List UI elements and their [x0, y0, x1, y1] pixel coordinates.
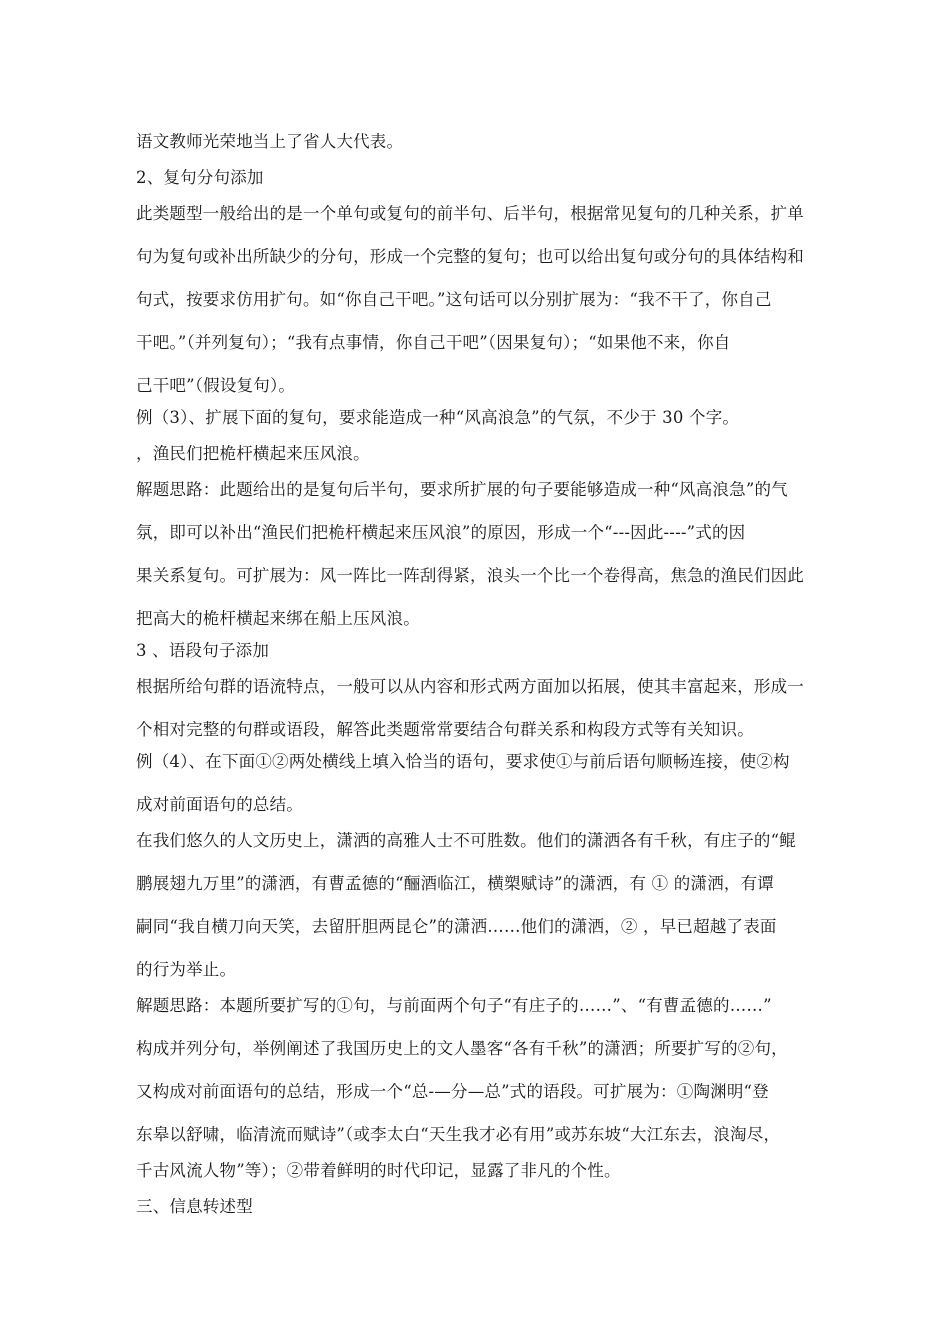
section-heading: 三、信息转述型: [136, 1197, 253, 1216]
text-line: 个相对完整的句群或语段，解答此类题常常要结合句群关系和构段方式等有关知识。: [136, 720, 754, 739]
text-line: 构成并列分句，举例阐述了我国历史上的文人墨客“各有千秋”的潇洒；所要扩写的②句，: [136, 1039, 788, 1058]
text-line: 成对前面语句的总结。: [136, 795, 303, 814]
text-line: 句式，按要求仿用扩句。如“你自己干吧。”这句话可以分别扩展为：“我不干了，你自己: [136, 290, 772, 309]
text-line: ，渔民们把桅杆横起来压风浪。: [136, 444, 370, 463]
text-line: 嗣同“我自横刀向天笑，去留肝胆两昆仑”的潇洒……他们的潇洒，② ，早已超越了表面: [136, 917, 777, 936]
text-line: 果关系复句。可扩展为：风一阵比一阵刮得紧，浪头一个比一个卷得高，焦急的渔民们因此: [136, 566, 804, 585]
text-line: 在我们悠久的人文历史上，潇洒的高雅人士不可胜数。他们的潇洒各有千秋，有庄子的“鲲: [136, 831, 796, 850]
text-line: 鹏展翅九万里”的潇洒，有曹孟德的“酾酒临江，横槊赋诗”的潇洒，有 ① 的潇洒，有谭: [136, 874, 774, 893]
text-line: 根据所给句群的语流特点，一般可以从内容和形式两方面加以拓展，使其丰富起来，形成一: [136, 677, 804, 696]
text-line: 的行为举止。: [136, 960, 237, 979]
example-heading: 例（4）、在下面①②两处横线上填入恰当的语句，要求使①与前后语句顺畅连接，使②构: [136, 752, 790, 771]
section-heading: 2、复句分句添加: [136, 168, 264, 187]
text-line: 句为复句或补出所缺少的分句，形成一个完整的复句；也可以给出复句或分句的具体结构和: [136, 247, 804, 266]
text-line: 又构成对前面语句的总结，形成一个“总-—分—总”式的语段。可扩展为：①陶渊明“登: [136, 1082, 769, 1101]
text-line: 解题思路：本题所要扩写的①句，与前面两个句子“有庄子的……”、“有曹孟德的……”: [136, 996, 772, 1015]
text-line: 东皋以舒啸，临清流而赋诗”（或李太白“天生我才必有用”或苏东坡“大江东去，浪淘尽，: [136, 1125, 781, 1144]
text-line: 语文教师光荣地当上了省人大代表。: [136, 132, 404, 151]
text-line: 干吧。”（并列复句）；“我有点事情，你自己干吧”（因果复句）；“如果他不来，你自: [136, 333, 731, 352]
text-line: 千古风流人物”等）；②带着鲜明的时代印记，显露了非凡的个性。: [136, 1161, 621, 1180]
example-heading: 例（3）、扩展下面的复句，要求能造成一种“风高浪急”的气氛，不少于 30 个字。: [136, 408, 740, 427]
text-line: 己干吧”（假设复句）。: [136, 376, 296, 395]
text-line: 氛，即可以补出“渔民们把桅杆横起来压风浪”的原因，形成一个“---因此----”式的因: [136, 523, 746, 542]
text-line: 解题思路：此题给出的是复句后半句，要求所扩展的句子要能够造成一种“风高浪急”的气: [136, 480, 788, 499]
text-line: 此类题型一般给出的是一个单句或复句的前半句、后半句，根据常见复句的几种关系，扩单: [136, 204, 804, 223]
section-heading: 3 、语段句子添加: [136, 641, 270, 660]
text-line: 把高大的桅杆横起来绑在船上压风浪。: [136, 609, 420, 628]
